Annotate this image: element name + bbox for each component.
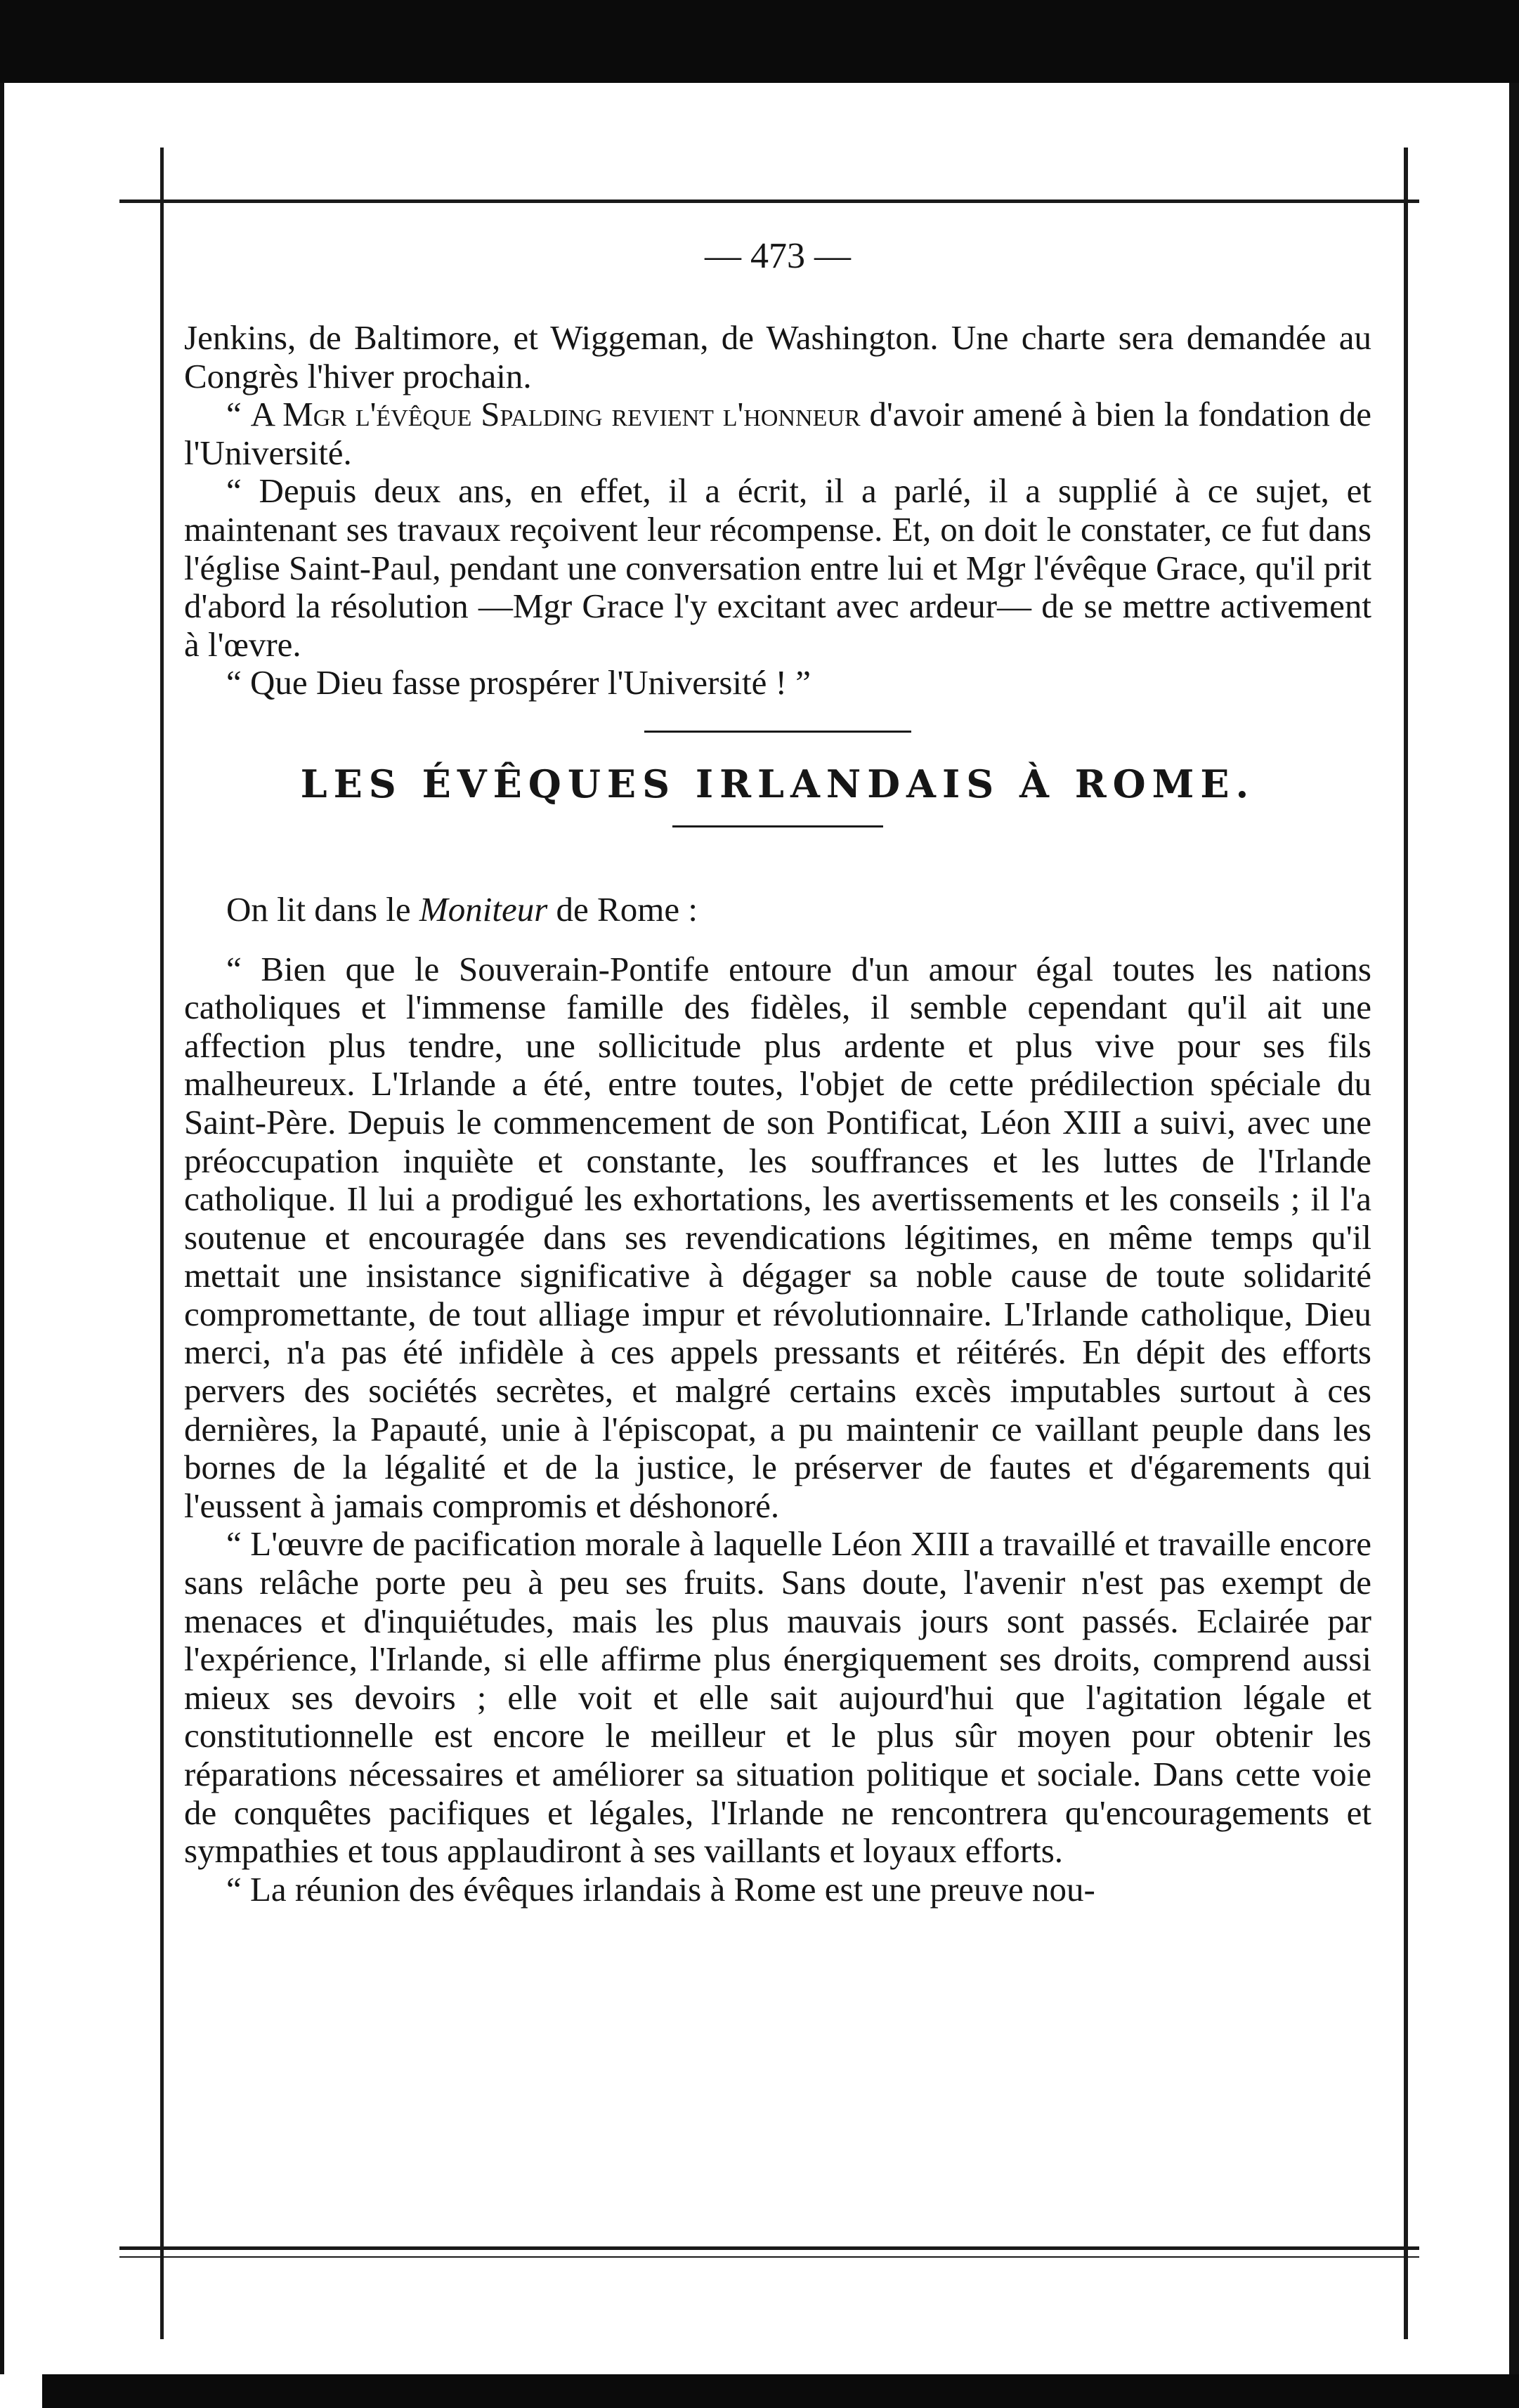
page-frame-right [1404,148,1408,2339]
footer-rule [119,2246,1419,2250]
footer-rule-thin [119,2256,1419,2258]
header-rule [119,199,1419,203]
smallcaps-phrase: A Mgr l'évêque Spalding revient l'honneur [250,395,861,434]
heading-underline-rule [672,825,883,827]
paragraph-spalding [184,395,1371,472]
scan-border-left [0,83,4,2374]
section-separator-rule [644,731,911,733]
scan-border-bottom [42,2374,1519,2408]
article-paragraph: “ L'œuvre de pacification morale à laquelle Léon XIII a travaillé et travaille encore sans relâche porte peu à peu ses fruits. Sans doute, l'avenir n'est pas exempt de menaces et d'inquiétudes, mais les plus mauvais jours sont passés. Eclairée par l'expérience, l'Irlande, si elle affirme plus énergiquement ses droits, comprend aussi mieux ses devoirs ; elle voit et elle sait aujourd'hui que l'agitation légale et constitutionnelle est encore le meilleur et le plus sûr moyen pour obtenir les réparations nécessaires et améliorer sa situation politique et sociale. Dans cette voie de conquêtes pacifiques et légales, l'Irlande ne rencontrera qu'encouragements et sympathies et tous applaudiront à ses vaillants et loyaux efforts. [184,1524,1371,1871]
newspaper-title: Moniteur [419,889,548,929]
paragraph-closing-wish: “ Que Dieu fasse prospérer l'Université ! ” [226,663,811,702]
paragraph-depuis: “ Depuis deux ans, en effet, il a écrit, il a parlé, il a supplié à ce sujet, et maintenant ses travaux reçoivent leur récompense. Et, on doit le constater, ce fut dans l'église Saint-Paul, pendant une conversation entre lui et Mgr l'évêque Grace, qu'il prit d'abord la résolution —Mgr Grace l'y excitant avec ardeur— de se mettre activement à l'œvre. [184,471,1371,664]
page-frame-left [160,148,164,2339]
article-paragraph: “ Bien que le Souverain-Pontife entoure d'un amour égal toutes les nations catholiques et l'immense famille des fidèles, il semble cependant qu'il ait une affection plus tendre, une sollicitude plus ardente et plus vive pour ses fils malheureux. L'Irlande a été, entre toutes, l'objet de cette prédilection spéciale du Saint-Père. Depuis le commencement de son Pontificat, Léon XIII a suivi, avec une préoccupation inquiète et constante, les souffrances et les luttes de l'Irlande catholique. Il lui a prodigué les exhortations, les avertissements et les conseils ; il l'a soutenue et encouragée dans ses revendications légitimes, en même temps qu'il mettait une insistance significative à dégager sa noble cause de toute solidarité compromettante, de tout alliage impur et révolutionnaire. L'Irlande catholique, Dieu merci, n'a pas été infidèle à ces appels pressants et réitérés. En dépit des efforts pervers des sociétés secrètes, et malgré certains excès imputables surtout à ces dernières, la Papauté, unie à l'épiscopat, a pu maintenir ce vaillant peuple dans les bornes de la légalité et de la justice, le préserver de fautes et d'égarements qui l'eussent à jamais compromis et déshonoré. [184,949,1371,1525]
scan-border-right [1509,83,1519,2374]
paragraph-continued: Jenkins, de Baltimore, et Wiggeman, de Washington. Une charte sera demandée au Congrès l'hiver prochain. [184,318,1371,395]
paragraph-spalding-rest: d'avoir amené à bien la fondation de l'Université. [184,395,1372,472]
section-heading: LES ÉVÊQUES IRLANDAIS À ROME. [300,761,1256,806]
page-body [184,232,1371,1909]
quote-mark: “ [226,395,251,434]
article-paragraph: “ La réunion des évêques irlandais à Rome est une preuve nou- [226,1869,1095,1909]
page-number: — 473 — [705,236,851,276]
source-intro: On lit dans le Moniteur de Rome : [226,889,698,929]
scan-border-top [0,0,1519,83]
